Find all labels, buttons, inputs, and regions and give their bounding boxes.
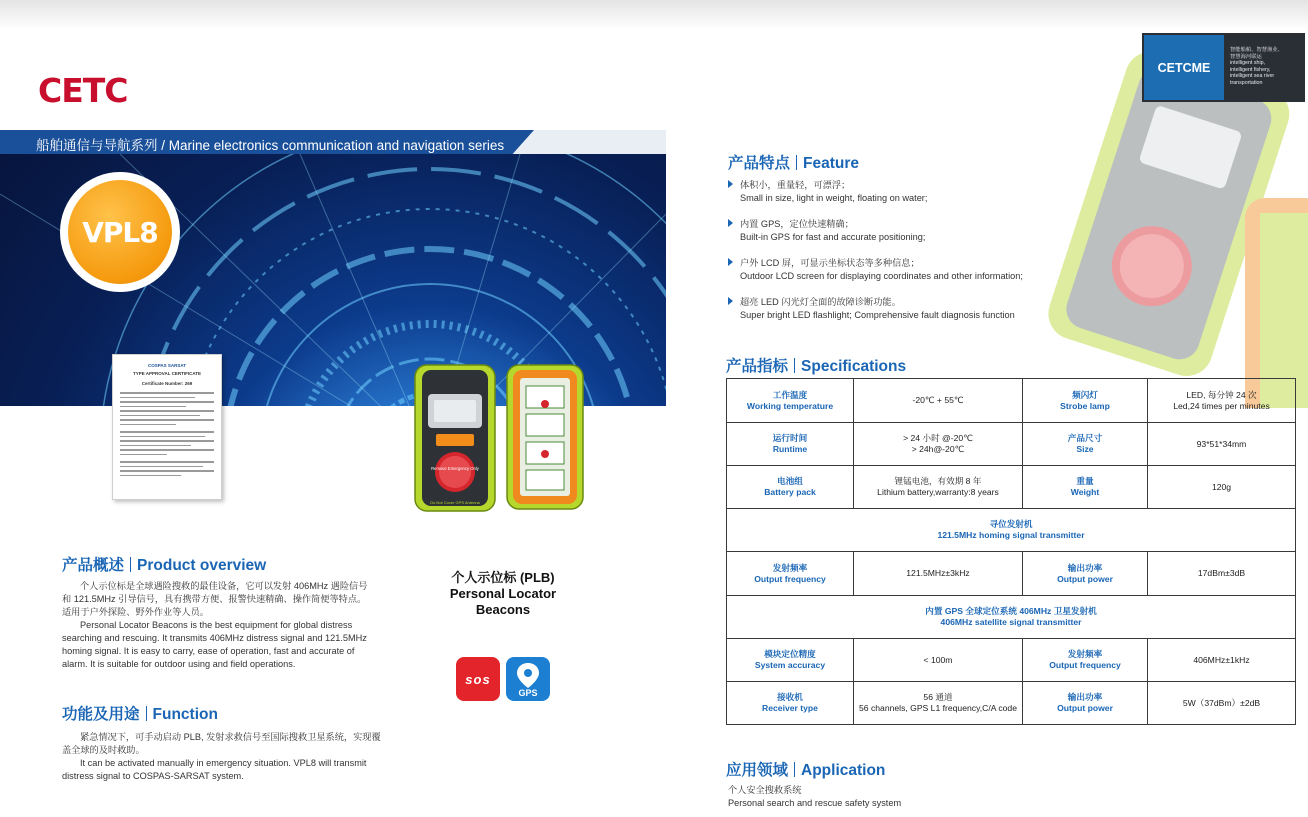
device-back-image <box>506 364 584 510</box>
spec-row: 发射频率 Output frequency 121.5MHz±3kHz 输出功率 Output power 17dBm±3dB <box>727 552 1296 596</box>
cert-number: Certificate Number: 269 <box>141 381 193 386</box>
feature-item: 户外 LCD 屏，可显示坐标状态等多种信息； Outdoor LCD screen for displaying coordinates and other information; <box>730 257 1050 283</box>
feature-item: 内置 GPS，定位快速精确； Built-in GPS for fast and accurate positioning; <box>730 218 1050 244</box>
model-name: VPL8 <box>82 215 158 249</box>
product-name <box>420 570 586 618</box>
series-title: 船舶通信与导航系列 / Marine electronics communication and navigation series <box>36 138 505 153</box>
product-name-en-1: Personal Locator <box>449 586 557 601</box>
application-text-cn: 个人安全搜救系统 <box>728 785 802 795</box>
cetc-logo <box>38 72 134 106</box>
spec-section-row: 寻位发射机 121.5MHz homing signal transmitter <box>727 509 1296 552</box>
spec-row: 运行时间 Runtime > 24 小时 @-20℃ > 24h@-20℃ 产品尺寸 Size 93*51*34mm <box>727 423 1296 466</box>
cetcme-logo: CETCME 智能船舶、智慧渔业、 智慧海河联运 intelligent ship, intelligent fishery, intelligent sea river transportation <box>1142 33 1305 102</box>
application-text <box>728 784 1028 810</box>
spec-row: 接收机 Receiver type 56 通道 56 channels, GPS L1 frequency,C/A code 输出功率 Output power 5W（37dBm）±2dB <box>727 682 1296 725</box>
top-shade <box>0 0 1308 30</box>
function-heading: 功能及用途 Function <box>62 706 218 723</box>
svg-text:CETC: CETC <box>38 72 128 106</box>
overview-text <box>62 580 368 671</box>
spec-row: 模块定位精度 System accuracy < 100m 发射频率 Output frequency 406MHz±1kHz <box>727 639 1296 682</box>
cetcme-tagline: 智能船舶、智慧渔业、 智慧海河联运 intelligent ship, intelligent fishery, intelligent sea river transportation <box>1230 47 1283 86</box>
model-badge <box>68 180 172 284</box>
spec-section-row: 内置 GPS 全球定位系统 406MHz 卫星发射机 406MHz satellite signal transmitter <box>727 596 1296 639</box>
application-heading: 应用领域 Application <box>726 762 886 779</box>
cert-logo: COSPAS SARSAT <box>147 363 187 368</box>
sos-icon: sos <box>456 657 500 701</box>
device-front-image <box>414 364 496 512</box>
cert-title: TYPE APPROVAL CERTIFICATE <box>132 371 202 376</box>
spec-row: 工作温度 Working temperature -20℃ + 55℃ 频闪灯 Strobe lamp LED, 每分钟 24 次 Led,24 times per minutes <box>727 379 1296 423</box>
product-name-en-2: Beacons <box>475 602 531 617</box>
function-text-en: It can be activated manually in emergency situation. VPL8 will transmit distress signal to COSPAS-SARSAT system. <box>62 758 367 781</box>
spec-row: 电池组 Battery pack 锂锰电池，有效期 8 年 Lithium battery,warranty:8 years 重量 Weight 120g <box>727 466 1296 509</box>
product-name-cn: 个人示位标 (PLB) <box>451 570 555 585</box>
approval-certificate <box>112 354 222 500</box>
feature-item: 体积小，重量轻，可漂浮； Small in size, light in weight, floating on water; <box>730 179 1050 205</box>
function-text-cn: 紧急情况下，可手动启动 PLB, 发射求救信号至国际搜救卫星系统，实现覆盖全球的及时救助。 <box>62 732 381 755</box>
gps-icon: GPS <box>506 657 550 701</box>
strap-label: Remove Emergency Only <box>431 466 479 471</box>
decorative-device-image <box>1030 48 1308 408</box>
spec-table <box>726 378 1296 725</box>
overview-text-cn: 个人示位标是全球遇险搜救的最佳设备，它可以发射 406MHz 遇险信号和 121.5MHz 引导信号，具有携带方便、报警快速精确、操作简便等特点。适用于户外探险、野外作业等人员。 <box>62 581 368 617</box>
overview-heading: 产品概述 Product overview <box>62 557 267 574</box>
feature-heading: 产品特点 Feature <box>728 155 860 172</box>
antenna-label: Do Not Cover GPS Antenna <box>430 500 480 505</box>
overview-text-en: Personal Locator Beacons is the best equipment for global distress searching and rescuing. It transmits 406MHz distress signal and 121.5MHz homing signal. It is easy to carry, ease of operation, fast and accurate of alarm. It is suitable for outdoor using and field operations. <box>62 620 367 669</box>
function-text <box>62 731 384 783</box>
specs-heading: 产品指标 Specifications <box>726 358 907 375</box>
application-text-en: Personal search and rescue safety system <box>728 798 902 808</box>
feature-item: 超亮 LED 闪光灯全面的故障诊断功能。 Super bright LED flashlight; Comprehensive fault diagnosis function <box>730 296 1050 322</box>
